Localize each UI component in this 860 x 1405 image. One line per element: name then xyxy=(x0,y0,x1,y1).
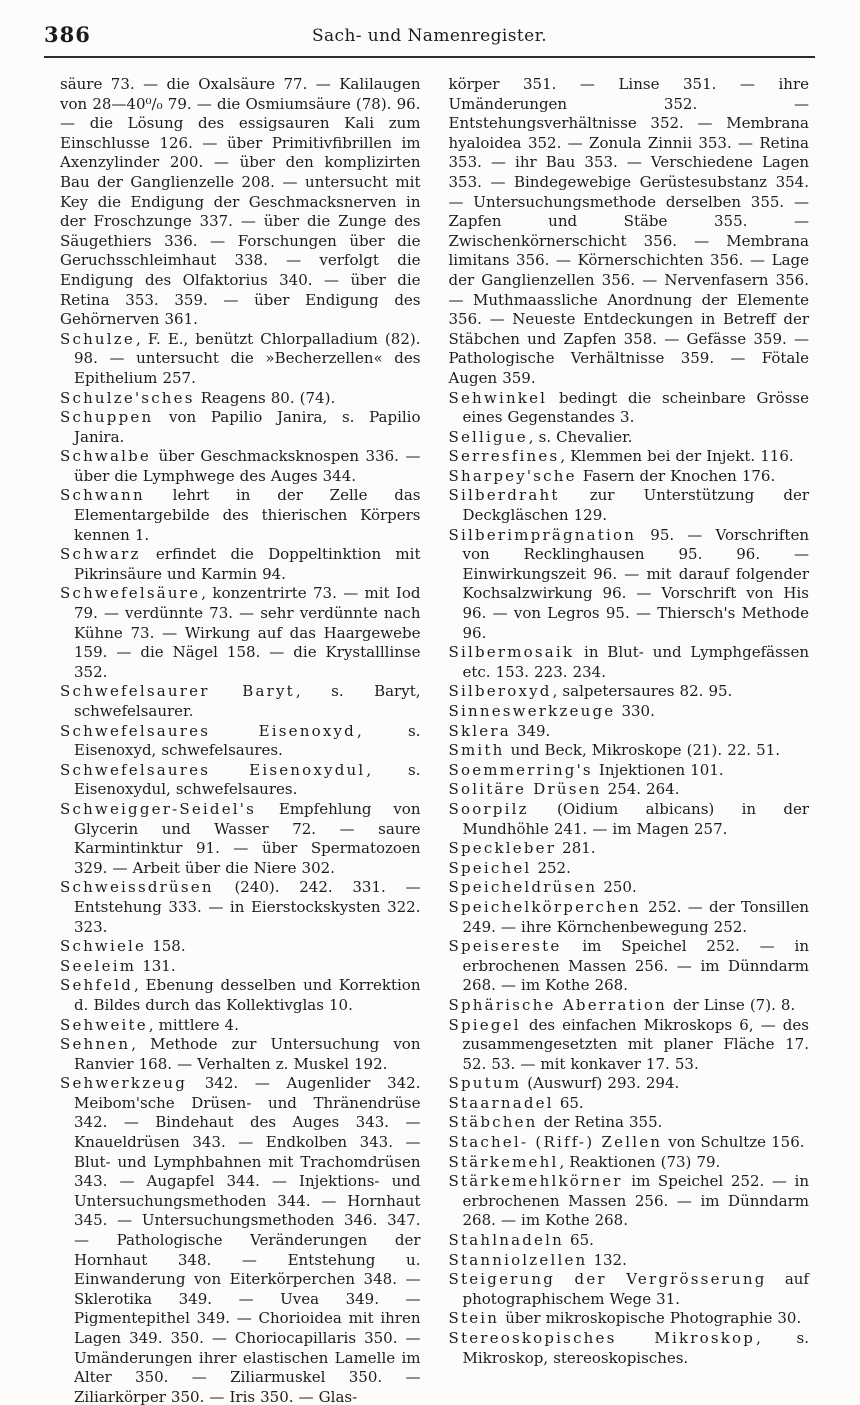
index-entry xyxy=(449,898,810,937)
index-headword: Schulze xyxy=(60,329,135,348)
index-entry xyxy=(449,1153,810,1173)
index-entry xyxy=(60,408,421,447)
index-entry-text: , s. Chevalier. xyxy=(528,427,633,446)
index-entry xyxy=(449,467,810,487)
index-headword: Silberdraht xyxy=(448,486,560,505)
index-entry xyxy=(60,957,421,977)
index-entry-text: der Linse (7). 8. xyxy=(667,995,796,1014)
index-headword: Sehwinkel xyxy=(448,388,548,407)
index-entry-text: 254. 264. xyxy=(602,780,680,799)
index-headword: Steigerung der Vergrösserung xyxy=(448,1270,767,1289)
index-entry-text: 342. — Augenlider 342. Meibom'sche Drüsen- und Thränendrüse 342. — Bindehaut des Auges 343. — Knaueldrüsen 343. — Endkolben 343. — Blut- und Lymphbahnen mit Trachomdrüsen 343. — Augapfel 344. — Injektions- und Untersuchungsmethoden 344. — Hornhaut 345. — Untersuchungsmethoden 346. 347. — Pathologische Veränderungen der Hornhaut 348. — Entstehung u. Einwanderung von Eiterkörperchen 348. — Sklerotika 349. — Uvea 349. — Pigmentepithel 349. — Chorioidea mit ihren Lagen 349. 350. — Choriocapillaris 350. — Umänderungen ihrer elastischen Lamelle im Alter 350. — Ziliarmuskel 350. — Ziliarkörper 350. — Iris 350. — Glas- xyxy=(74,1074,421,1405)
page-header xyxy=(44,22,815,56)
index-entry-text: , F. E., benützt Chlorpalladium (82). 98. — untersucht die »Becherzellen« des Epithelium 257. xyxy=(74,329,421,387)
index-entry-text: säure 73. — die Oxalsäure 77. — Kalilaugen von 28—40⁰/₀ 79. — die Osmiumsäure (78). 96. — die Lösung des essigsauren Kali zum Einschlusse 126. — über Primitivfibrillen im Axenzylinder 200. — über den komplizirten Bau der Ganglienzelle 208. — untersucht mit Key die Endigung der Geschmacksnerven in der Froschzunge 337. — über die Zunge des Säugethiers 336. — Forschungen über die Geruchsschleimhaut 338. — verfolgt die Endigung des Olfaktorius 340. — über die Retina 353. 359. — über Endigung des Gehörnerven 361. xyxy=(60,75,421,329)
index-headword: Sinneswerkzeuge xyxy=(448,702,616,720)
index-entry xyxy=(449,702,810,722)
index-entry-text: Fasern der Knochen 176. xyxy=(577,466,776,485)
index-entry xyxy=(449,1270,810,1309)
index-entry-text: , Reaktionen (73) 79. xyxy=(559,1152,721,1171)
column-right xyxy=(449,75,810,1405)
index-entry xyxy=(60,937,421,957)
index-headword: Schweigger-Seidel's xyxy=(60,799,257,818)
index-entry xyxy=(449,722,810,742)
index-entry-text: 95. — Vorschriften von Recklinghausen 95. 96. — Einwirkungszeit 96. — mit darauf folgender Kochsalzwirkung 96. — Vorschrift von His 96. — von Legros 95. — Thiersch's Methode 96. xyxy=(462,525,809,642)
index-entry xyxy=(449,937,810,996)
index-headword: Speisereste xyxy=(448,937,562,956)
index-headword: Stärkemehl xyxy=(448,1152,559,1171)
index-entry-text: (240). 242. 331. — Entstehung 333. — in Eierstockskysten 322. 323. xyxy=(74,878,421,936)
index-entry xyxy=(60,584,421,682)
index-entry-text: 65. xyxy=(564,1231,594,1250)
index-entry-text: , Ebenung desselben und Korrektion d. Bildes durch das Kollektivglas 10. xyxy=(74,976,421,1014)
index-headword: Schweissdrüsen xyxy=(60,878,214,897)
index-entry-text: in Blut- und Lymphgefässen etc. 153. 223. 234. xyxy=(462,643,809,681)
index-entry xyxy=(60,447,421,486)
index-headword: Seeleim xyxy=(60,956,137,975)
index-entry xyxy=(449,761,810,781)
index-entry-text: der Retina 355. xyxy=(538,1113,663,1132)
index-headword: Speckleber xyxy=(448,839,557,858)
index-headword: Schwefelsaures Eisenoxyd xyxy=(60,721,356,740)
index-headword: Stärkemehlkörner xyxy=(448,1172,623,1191)
index-entry xyxy=(60,976,421,1015)
index-entry xyxy=(60,75,421,330)
index-entry-text: Empfehlung von Glycerin und Wasser 72. — saure Karmintinktur 91. — über Spermatozoen 329. — Arbeit über die Niere 302. xyxy=(74,799,421,877)
index-headword: Schulze'sches xyxy=(60,388,195,407)
index-entry xyxy=(449,859,810,879)
index-entry-text: 330. xyxy=(616,702,655,720)
index-entry xyxy=(60,800,421,878)
index-entry-text: im Speichel 252. — in erbrochenen Massen 256. — im Dünndarm 268. — im Kothe 268. xyxy=(462,937,809,995)
index-entry xyxy=(449,1309,810,1329)
index-entry xyxy=(60,878,421,937)
index-entry-text: über Geschmacksknospen 336. — über die Lymphwege des Auges 344. xyxy=(74,447,421,485)
index-entry-text: und Beck, Mikroskope (21). 22. 51. xyxy=(505,741,781,760)
index-entry-text: 158. xyxy=(147,937,186,956)
index-entry-text: körper 351. — Linse 351. — ihre Umänderungen 352. — Entstehungsverhältnisse 352. — Membrana hyaloidea 352. — Zonula Zinnii 353. — Retina 353. — ihr Bau 353. — Verschiedene Lagen 353. — Bindegewebige Gerüstesubstanz 354. — Untersuchungsmethode derselben 355. — Zapfen und Stäbe 355. — Zwischenkörnerschicht 356. — Membrana limitans 356. — Körnerschichten 356. — Lage der Ganglienzellen 356. — Nervenfasern 356. — Muthmaassliche Anordnung der Elemente 356. — Neueste Entdeckungen in Betreff der Stäbchen und Zapfen 358. — Gefässe 359. — Pathologische Verhältnisse 359. — Fötale Augen 359. xyxy=(448,75,809,387)
index-headword: Sehfeld xyxy=(60,976,134,995)
index-entry-text: auf photographischem Wege 31. xyxy=(462,1270,809,1308)
index-headword: Stäbchen xyxy=(448,1113,538,1132)
index-headword: Silbermosaik xyxy=(448,643,575,662)
index-entry-text: (Oidium albicans) in der Mundhöhle 241. — im Magen 257. xyxy=(462,799,809,838)
page-number: 386 xyxy=(44,22,91,47)
index-entry-text: 349. xyxy=(511,721,551,740)
index-headword: Schuppen xyxy=(60,408,154,427)
index-entry-text: von Schultze 156. xyxy=(663,1133,805,1152)
index-entry xyxy=(449,447,810,467)
index-headword: Sharpey'sche xyxy=(448,466,577,485)
index-headword: Stachel- (Riff-) Zellen xyxy=(448,1133,663,1152)
index-entry-text: zur Unterstützung der Deckgläschen 129. xyxy=(462,486,809,525)
index-headword: Sehwerkzeug xyxy=(60,1074,188,1093)
index-entry xyxy=(60,1074,421,1405)
index-headword: Speichel xyxy=(448,858,532,877)
index-entry-text: 281. xyxy=(557,839,596,858)
index-headword: Soemmerring's xyxy=(448,760,593,779)
index-entry xyxy=(449,389,810,428)
index-entry xyxy=(60,682,421,721)
index-entry-text: 252. — der Tonsillen 249. — ihre Körnchenbewegung 252. xyxy=(462,897,809,936)
index-entry xyxy=(60,1035,421,1074)
index-headword: Silberoxyd xyxy=(448,682,552,701)
index-headword: Speicheldrüsen xyxy=(448,878,598,897)
column-left xyxy=(60,75,421,1405)
index-headword: Schwefelsäure xyxy=(60,584,201,603)
index-entry-text: , konzentrirte 73. — mit Iod 79. — verdünnte 73. — sehr verdünnte nach Kühne 73. — Wirkung auf das Haargewebe 159. — die Nägel 158. — die Krystalllinse 352. xyxy=(74,584,421,681)
index-entry-text: Injektionen 101. xyxy=(593,760,724,779)
index-entry-text: des einfachen Mikroskops 6, — des zusammengesetzten mit planer Fläche 17. 52. 53. — mit konkaver 17. 53. xyxy=(462,1015,809,1073)
index-entry xyxy=(60,1016,421,1036)
index-entry-text: , s. Mikroskop, stereoskopisches. xyxy=(462,1329,809,1367)
index-headword: Solitäre Drüsen xyxy=(448,780,602,799)
index-headword: Stahlnadeln xyxy=(448,1231,564,1250)
index-headword: Sputum xyxy=(448,1074,522,1093)
index-entry xyxy=(449,75,810,389)
index-headword: Staarnadel xyxy=(448,1093,554,1112)
index-headword: Sphärische Aberration xyxy=(448,995,667,1014)
index-headword: Selligue xyxy=(448,427,528,446)
index-headword: Schwann xyxy=(60,486,145,505)
index-entry xyxy=(60,389,421,409)
index-entry xyxy=(449,1094,810,1114)
index-headword: Schwefelsaures Eisenoxydul xyxy=(60,760,366,779)
index-entry-text: , mittlere 4. xyxy=(148,1015,239,1034)
index-headword: Stanniolzellen xyxy=(448,1250,588,1269)
index-entry xyxy=(449,800,810,839)
index-entry-text: erfindet die Doppeltinktion mit Pikrinsäure und Karmin 94. xyxy=(74,545,421,583)
index-entry-text: über mikroskopische Photographie 30. xyxy=(500,1309,802,1328)
index-entry-text: 132. xyxy=(588,1250,627,1269)
index-entry xyxy=(449,1074,810,1094)
index-headword: Smith xyxy=(448,741,505,760)
index-entry-text: von Papilio Janira, s. Papilio Janira. xyxy=(74,408,421,446)
index-entry xyxy=(449,1016,810,1075)
index-entry-text: , Methode zur Untersuchung von Ranvier 168. — Verhalten z. Muskel 192. xyxy=(74,1035,421,1073)
index-headword: Sehweite xyxy=(60,1015,148,1034)
index-entry xyxy=(449,486,810,525)
index-entry xyxy=(60,545,421,584)
index-entry xyxy=(449,682,810,702)
index-entry xyxy=(60,722,421,761)
index-entry-text: , s. Baryt, schwefelsaurer. xyxy=(74,682,421,720)
index-headword: Spiegel xyxy=(448,1015,521,1034)
index-entry-text: 250. xyxy=(598,878,637,897)
index-entry xyxy=(449,526,810,644)
index-entry-text: 252. xyxy=(532,858,571,877)
index-entry-text: , s. Eisenoxyd, schwefelsaures. xyxy=(74,721,421,760)
index-entry xyxy=(60,330,421,389)
index-headword: Schwefelsaurer Baryt xyxy=(60,682,295,701)
index-entry-text: , s. Eisenoxydul, schwefelsaures. xyxy=(74,760,421,799)
index-entry xyxy=(60,761,421,800)
index-entry xyxy=(449,839,810,859)
index-entry xyxy=(449,1231,810,1251)
index-entry-text: , Klemmen bei der Injekt. 116. xyxy=(560,447,794,466)
index-headword: Schwalbe xyxy=(60,447,151,466)
index-headword: Sklera xyxy=(448,721,511,740)
index-entry xyxy=(449,1133,810,1153)
index-headword: Stereoskopisches Mikroskop xyxy=(448,1329,756,1347)
index-headword: Soorpilz xyxy=(448,799,529,818)
index-headword: Silberimprägnation xyxy=(448,525,637,544)
index-headword: Schwiele xyxy=(60,937,147,956)
index-entry xyxy=(60,486,421,545)
index-headword: Schwarz xyxy=(60,545,141,564)
index-headword: Serresfines xyxy=(448,447,560,466)
index-entry-text: (Auswurf) 293. 294. xyxy=(522,1074,680,1093)
index-entry-text: 131. xyxy=(137,956,176,975)
index-entry xyxy=(449,1172,810,1231)
index-entry-text: , salpetersaures 82. 95. xyxy=(552,682,733,701)
index-entry xyxy=(449,1251,810,1271)
index-entry-text: bedingt die scheinbare Grösse eines Gegenstandes 3. xyxy=(462,388,809,427)
index-entry xyxy=(449,428,810,448)
index-headword: Speichelkörperchen xyxy=(448,897,641,916)
index-entry xyxy=(449,996,810,1016)
page-header-title: Sach- und Namenregister. xyxy=(311,26,548,46)
index-entry xyxy=(449,643,810,682)
index-headword: Stein xyxy=(448,1309,500,1328)
index-entry xyxy=(449,1329,810,1368)
index-entry-text: lehrt in der Zelle das Elementargebilde des thierischen Körpers kennen 1. xyxy=(74,486,421,544)
index-entry-text: 65. xyxy=(554,1093,584,1112)
index-entry xyxy=(449,741,810,761)
index-entry xyxy=(449,780,810,800)
index-entry-text: Reagens 80. (74). xyxy=(195,388,336,407)
index-entry xyxy=(449,1113,810,1133)
index-columns xyxy=(44,58,815,1405)
index-entry xyxy=(449,878,810,898)
index-headword: Sehnen xyxy=(60,1035,131,1054)
index-entry-text: im Speichel 252. — in erbrochenen Massen 256. — im Dünndarm 268. — im Kothe 268. xyxy=(462,1172,809,1230)
